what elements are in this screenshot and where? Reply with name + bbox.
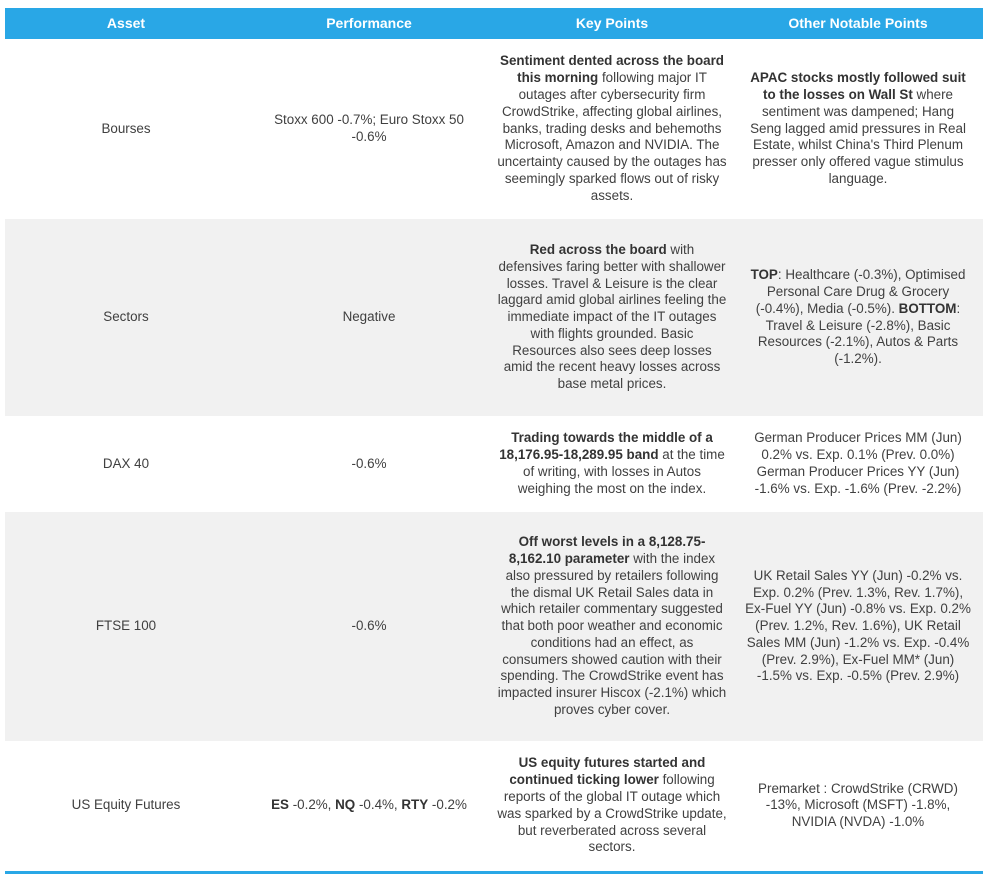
- other-points-cell: German Producer Prices MM (Jun) 0.2% vs. Exp. 0.1% (Prev. 0.0%) German Producer Prices YY (Jun) -1.6% vs. Exp. -1.6% (Prev. -2.2%): [733, 416, 983, 512]
- table-row-us-equity-futures: [5, 741, 983, 872]
- rty-value: -0.2%: [428, 797, 467, 813]
- table-row-dax-40: [5, 416, 983, 512]
- table-body: [5, 39, 983, 872]
- top-sectors-text: : Healthcare (-0.3%), Optimised Personal Care Drug & Grocery (-0.4%), Media (-0.5%).: [755, 267, 966, 316]
- header-performance: Performance: [247, 8, 491, 39]
- table-header: [5, 8, 983, 39]
- asset-cell: Bourses: [5, 39, 247, 219]
- bottom-sectors-text: : Travel & Leisure (-2.8%), Basic Resources (-2.1%), Autos & Parts (-1.2%).: [757, 300, 961, 367]
- key-points-headline: Sentiment dented across the board this morning: [500, 53, 724, 86]
- key-points-cell: [491, 219, 733, 416]
- header-row: [5, 8, 983, 39]
- key-points-headline: Off worst levels in a 8,128.75-8,162.10 parameter: [508, 534, 706, 566]
- key-points-cell: [491, 416, 733, 512]
- table-row-sectors: [5, 219, 983, 416]
- market-summary-table: [5, 8, 983, 874]
- key-points-cell: [491, 39, 733, 219]
- other-points-cell: Premarket : CrowdStrike (CRWD) -13%, Microsoft (MSFT) -1.8%, NVIDIA (NVDA) -1.0%: [733, 741, 983, 872]
- key-points-cell: [491, 512, 733, 741]
- es-label: ES: [271, 797, 289, 813]
- asset-cell: DAX 40: [5, 416, 247, 512]
- key-points-headline: US equity futures started and continued ticking lower: [509, 755, 706, 788]
- performance-cell: Stoxx 600 -0.7%; Euro Stoxx 50 -0.6%: [247, 39, 491, 219]
- performance-cell: Negative: [247, 219, 491, 416]
- asset-cell: FTSE 100: [5, 512, 247, 741]
- nq-value: -0.4%,: [355, 797, 402, 813]
- header-other-notable-points: Other Notable Points: [733, 8, 983, 39]
- nq-label: NQ: [335, 797, 356, 813]
- key-points-text: following reports of the global IT outage which was sparked by a CrowdStrike update, but reverberated across several sectors.: [497, 772, 727, 855]
- header-asset: Asset: [5, 8, 247, 39]
- key-points-cell: [491, 741, 733, 872]
- key-points-text: with the index also pressured by retailers following the dismal UK Retail Sales data in which retailer commentary suggested that both poor weather and economic conditions had an effect, as consumers showed caution with their spending. The CrowdStrike event has impacted insurer Hiscox (-2.1%) which proves cyber cover.: [497, 550, 727, 718]
- performance-cell: -0.6%: [247, 512, 491, 741]
- key-points-text: at the time of writing, with losses in Autos weighing the most on the index.: [517, 447, 725, 496]
- other-points-text: where sentiment was dampened; Hang Seng lagged amid pressures in Real Estate, whilst China's Third Plenum presser only offered vague stimulus language.: [750, 87, 966, 186]
- rty-label: RTY: [401, 797, 429, 813]
- table-row-ftse-100: [5, 512, 983, 741]
- table-row-bourses: [5, 39, 983, 219]
- other-points-cell: [733, 39, 983, 219]
- other-points-cell: UK Retail Sales YY (Jun) -0.2% vs. Exp. 0.2% (Prev. 1.3%, Rev. 1.7%), Ex-Fuel YY (Jun) -0.8% vs. Exp. 0.2% (Prev. 1.2%, Rev. 1.6%), UK Retail Sales MM (Jun) -1.2% vs. Exp. -0.4% (Prev. 2.9%), Ex-Fuel MM* (Jun) -1.5% vs. Exp. -0.5% (Prev. 2.9%): [733, 512, 983, 741]
- other-points-cell: [733, 219, 983, 416]
- bottom-label: BOTTOM: [898, 300, 957, 316]
- performance-cell: [247, 741, 491, 872]
- asset-cell: US Equity Futures: [5, 741, 247, 872]
- asset-cell: Sectors: [5, 219, 247, 416]
- other-points-headline: APAC stocks mostly followed suit to the losses on Wall St: [750, 70, 966, 102]
- performance-cell: -0.6%: [247, 416, 491, 512]
- key-points-headline: Trading towards the middle of a 18,176.95-18,289.95 band: [499, 430, 713, 463]
- key-points-text: with defensives faring better with shallower losses. Travel & Leisure is the clear laggard amid global airlines feeling the immediate impact of the IT outages with flights grounded. Basic Resources also sees deep losses amid the recent heavy losses across base metal prices.: [497, 241, 727, 392]
- header-key-points: Key Points: [491, 8, 733, 39]
- key-points-headline: Red across the board: [529, 241, 667, 257]
- es-value: -0.2%,: [288, 797, 336, 813]
- key-points-text: following major IT outages after cybersecurity firm CrowdStrike, affecting global airlines, banks, trading desks and behemoths Microsoft, Amazon and NVIDIA. The uncertainty caused by the outages has seemingly sparked flows out of risky assets.: [497, 70, 727, 203]
- top-label: TOP: [750, 267, 778, 283]
